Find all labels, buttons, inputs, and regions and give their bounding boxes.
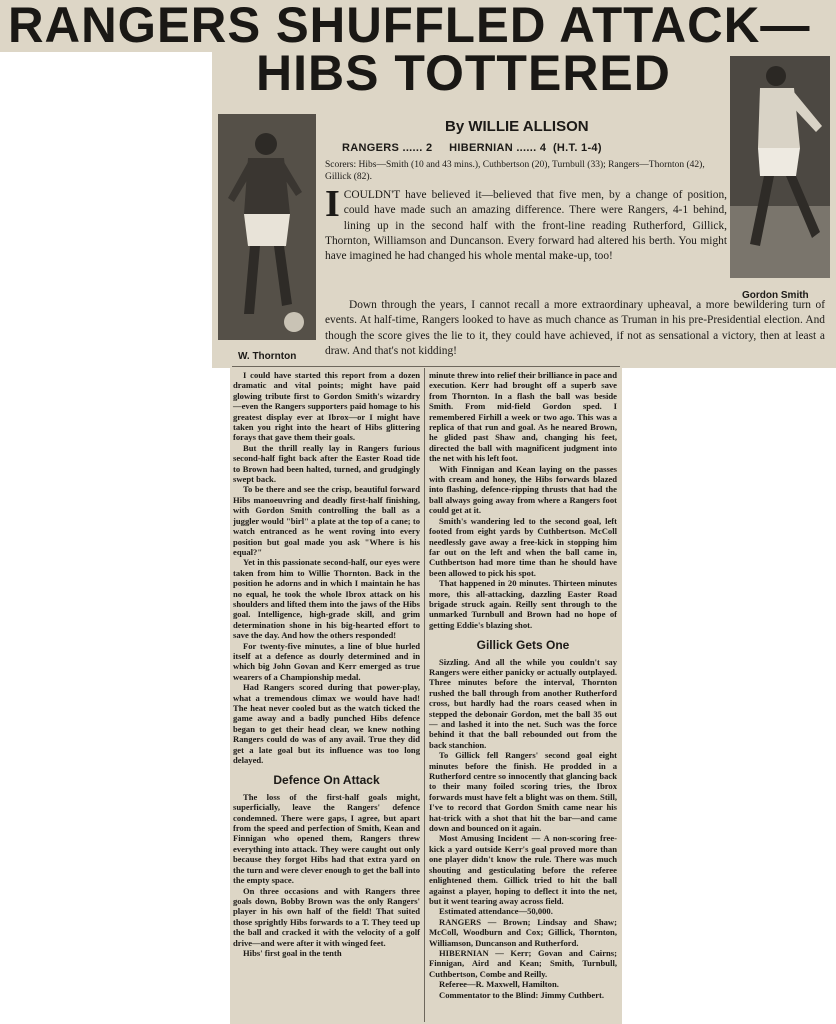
drop-cap: I	[325, 183, 340, 225]
column-top-rule	[232, 366, 620, 367]
col2-para: Estimated attendance—50,000.	[439, 906, 553, 917]
footballer-figure-icon	[218, 114, 316, 340]
score-line	[342, 142, 602, 154]
col1-para: Had Rangers scored during that power-play, what a tremendous climax we would have had! The heat never cooled but as the watch ticked the game away and a badly punched Hibs defence began to get their head clear, we knew nothing Rangers could do was of any avail. True they did get a late goal but its influence was too long delayed.	[233, 682, 420, 766]
col2-para: Sizzling. And all the while you couldn't say Rangers were either panicky or actually outplayed. Three minutes before the interval, Thornton rushed the ball through from another Rutherford cross, but hardly had the roars ceased when in stepped the debonair Gordon, met the ball 35 out — and lashed it into the net. Such was the force behind it that the ball rebounded out from the back stanchion.	[429, 656, 617, 750]
col2-para: That happened in 20 minutes. Thirteen minutes more, this all-attacking, dazzling Easter Road brigade struck again. Reilly sent through to the unmarked Turnbull and Brown had no hope of getting Eddie's blazing shot.	[429, 578, 617, 630]
col1-para: I could have started this report from a dozen dramatic and vital points; might have paid glowing tribute first to Gordon Smith's wizardry—even the Rangers supporters paid homage to his greatest display ever at Ibrox—or I might have taken you right into the heart of Hibs glittering forays that gave them their goals.	[233, 370, 420, 443]
col2-para: Smith's wandering led to the second goal, left footed from eight yards by Cuthbertson. McColl needlessly gave away a free-kick in stopping him far out on the left and when the ball came in, Cuthbertson had more time than he should have been allowed to pick his spot.	[429, 515, 617, 578]
scorers-line: Scorers: Hibs—Smith (10 and 43 mins.), Cuthbertson (20), Turnbull (33); Rangers—Thornton (42), Gillick (82).	[325, 160, 705, 182]
photo-caption-thornton: W. Thornton	[238, 351, 297, 362]
subheading-gillick-gets-one: Gillick Gets One	[476, 638, 570, 653]
col2-para: RANGERS — Brown; Lindsay and Shaw; McColl, Woodburn and Cox; Gillick, Thornton, Williamson, Duncanson and Rutherford.	[429, 916, 617, 948]
lede-paragraph-1	[325, 183, 727, 264]
photo-thornton	[218, 114, 316, 340]
headline-line-1: RANGERS SHUFFLED ATTACK—	[8, 0, 811, 53]
photo-caption-gordon-smith: Gordon Smith	[742, 290, 809, 301]
col1-para: For twenty-five minutes, a line of blue hurled itself at a defence as dourly determined and in which big John Govan and Kerr emerged as true wearers of a Championship medal.	[233, 640, 420, 682]
subheading-defence-on-attack: Defence On Attack	[273, 773, 380, 788]
col1-para: To be there and see the crisp, beautiful forward Hibs manoeuvring and deadly first-half finishing, with Gordon Smith controlling the ball as a juggler would "birl" a plate at the top of a cane; to watch entranced as he went roving into every position but goal made you ask "Where is his equal?"	[233, 484, 420, 557]
col2-para: HIBERNIAN — Kerr; Govan and Cairns; Finnigan, Aird and Kean; Smith, Turnbull, Cuthbertson, Combe and Reilly.	[429, 947, 617, 979]
article-column-2	[429, 370, 617, 1000]
col2-para: minute threw into relief their brilliance in pace and execution. Kerr had brought off a superb save from Thornton. In a flash the ball was beside Smith. From mid-field Gordon sped. I remembered Firhill a week or two ago. This was a replica of that run and goal. As he neared Brown, he glided past Shaw and, changing his feet, directed the ball with magnificent judgment into the net with his left foot.	[429, 370, 617, 464]
col1-para: On three occasions and with Rangers three goals down, Bobby Brown was the only Rangers' player in his own half of the field! That suited those sprightly Hibs forwards to a T. They teed up the ball and cracked it with the velocity of a golf drive—and were after it with winged feet.	[233, 885, 420, 948]
score-hibernian: HIBERNIAN ...... 4	[449, 142, 547, 154]
col2-para: With Finnigan and Kean laying on the passes with cream and honey, the Hibs forwards blazed into flashing, defence-ripping thrusts that had the ball always going away from where a Rangers foot could get at it.	[429, 463, 617, 516]
score-halftime: (H.T. 1-4)	[552, 142, 602, 154]
lede-paragraph-2	[325, 298, 825, 359]
col2-para: Referee—R. Maxwell, Hamilton.	[439, 979, 559, 990]
col1-para: The loss of the first-half goals might, superficially, leave the Rangers' defence condemned. There were gaps, I agree, but apart from the speed and perfection of Smith, Kean and Finnigan who opened them, Rangers threw everything into attack. They were caught out only because they forgot Hibs had that extra yard on the turn and were clever enough to get the ball into the empty space.	[233, 791, 420, 886]
col2-para: Commentator to the Blind: Jimmy Cuthbert.	[439, 989, 605, 1000]
col2-para: To Gillick fell Rangers' second goal eight minutes before the finish. He prodded in a Rutherford centre so innocently that glancing back to their many foiled scoring tries, the Ibrox forwards must have felt a blight was on them. Still, I've to record that Gordon Smith came near his hat-trick with a shot that hit the bar—and came down and bounced on it again.	[429, 750, 617, 834]
column-divider	[424, 368, 425, 1022]
col2-para: Most Amusing Incident — A non-scoring free-kick a yard outside Kerr's goal proved more than one player didn't know the rule. There was much shouting and gesticulating before the referee enlightened them. Gillick tried to hit the ball against a player, hoping to deflect it into the net, but it went tearing away across field.	[429, 833, 617, 906]
footballer-figure-icon	[730, 56, 830, 278]
photo-gordon-smith	[730, 56, 830, 278]
lede-text-2: Down through the years, I cannot recall a more extraordinary upheaval, a more bewildering turn of events. At half-time, Rangers looked to have as much chance as Truman in his pre-Presidential election. And though the score gives the lie to it, they could have achieved, if not as sensational a victory, then at least a draw. And that's not kidding!	[325, 299, 825, 357]
col1-para: Hibs' first goal in the tenth	[243, 947, 342, 958]
headline-line-2: HIBS TOTTERED	[256, 45, 671, 101]
article-column-1	[233, 370, 420, 958]
lede-text-1: COULDN'T have believed it—believed that five men, by a change of position, could have made such an amazing difference. There were Rangers, 4-1 behind, lining up in the second half with the front-line reading Rutherford, Gillick, Thornton, Williamson and Duncanson. Every forward had altered his berth. You might have imagined he had changed his whole mental make-up, too!	[325, 189, 727, 263]
score-rangers: RANGERS ...... 2	[342, 142, 433, 154]
col1-para: Yet in this passionate second-half, our eyes were taken from him to Willie Thornton. Back in the position he adorns and in which I maintain he has no equal, he took the whole Ibrox attack on his shoulders and lifted them into the jaws of the Hibs goal. Intelligence, high-grade skill, and grim determination shone in his big-hearted effort to save the day. And how the others responded!	[233, 557, 420, 641]
byline: By WILLIE ALLISON	[445, 118, 589, 135]
col1-para: But the thrill really lay in Rangers furious second-half fight back after the Easter Road tide to Brown had been halted, turned, and grudgingly swept back.	[233, 442, 420, 485]
